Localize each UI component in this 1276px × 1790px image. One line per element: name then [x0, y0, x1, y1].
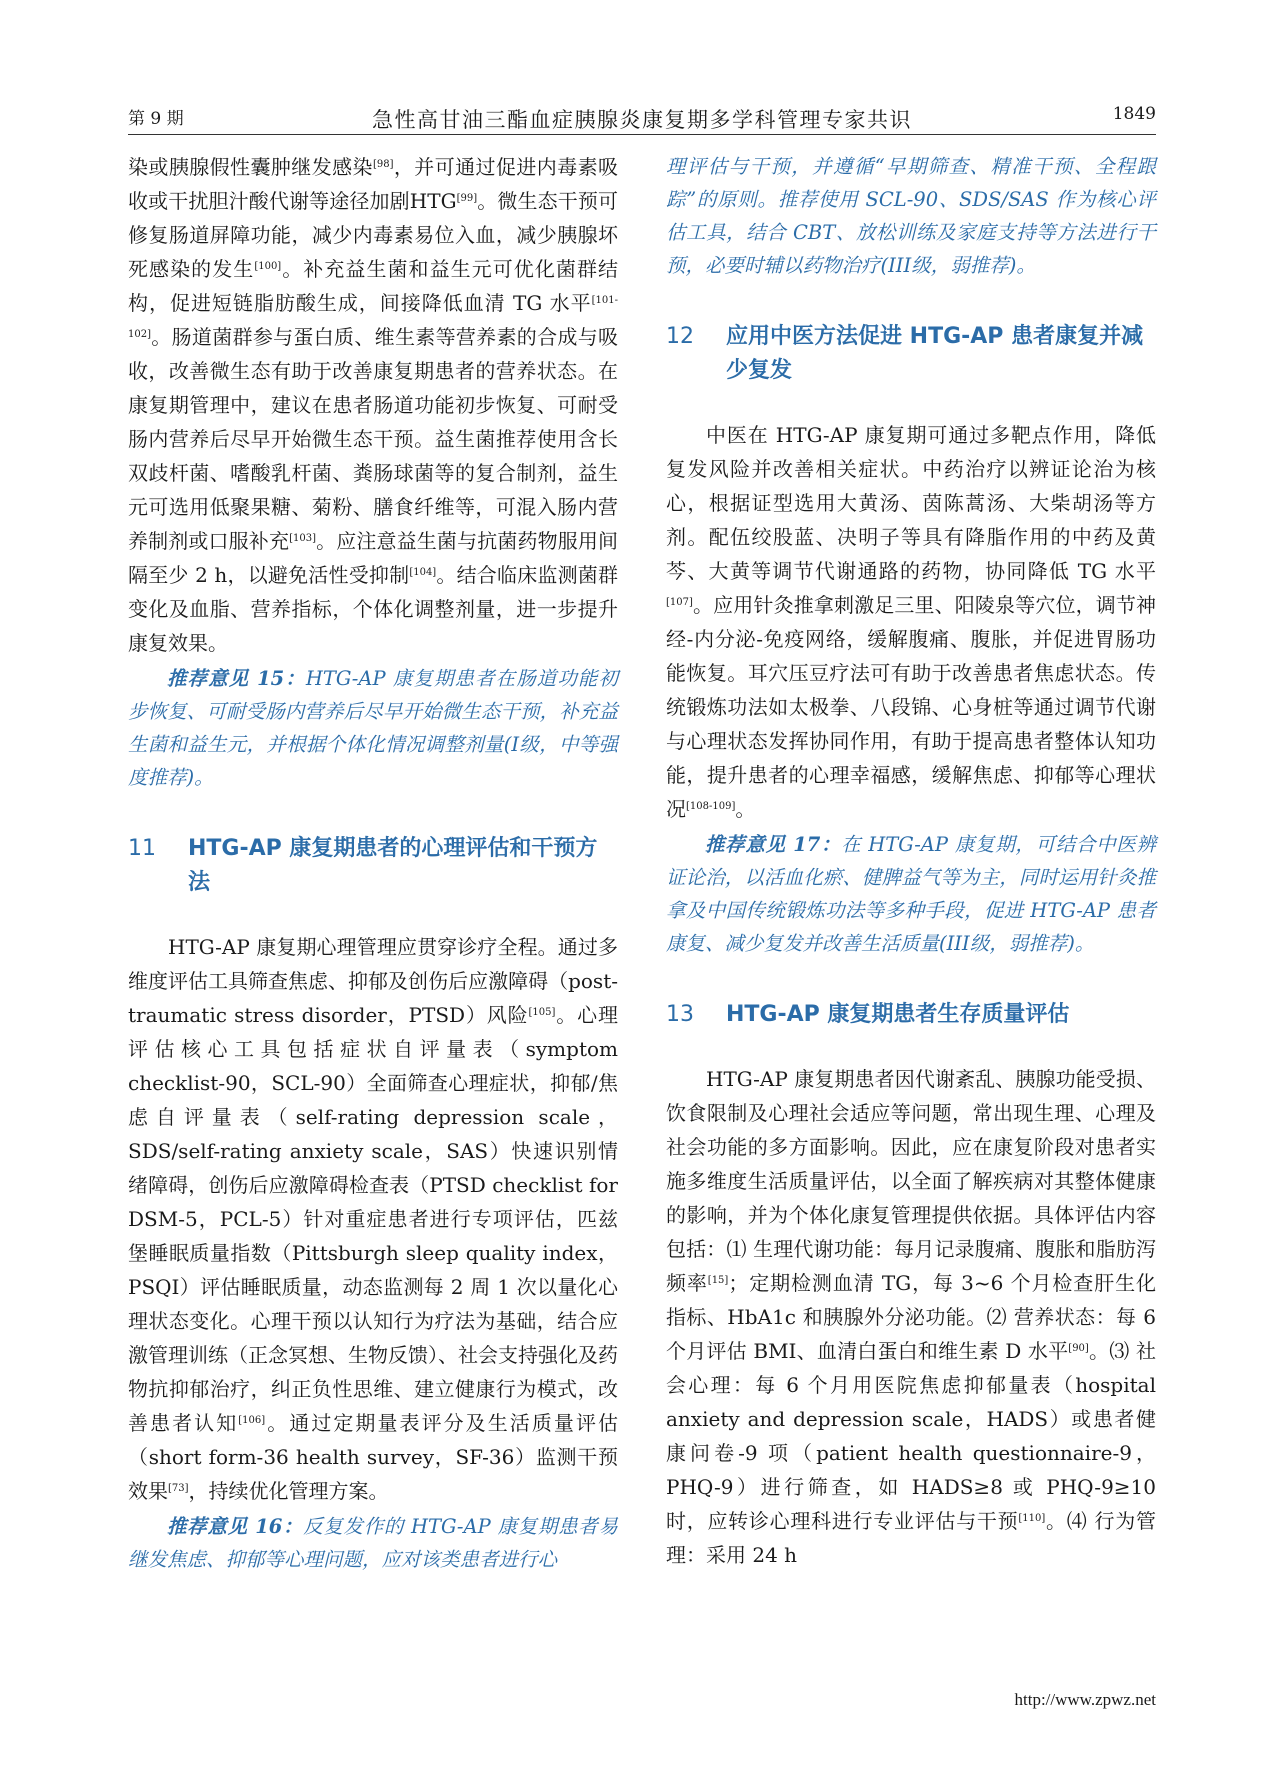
- recommendation-15: 推荐意见 15：HTG-AP 康复期患者在肠道功能初步恢复、可耐受肠内营养后尽早开始微生态干预，补充益生菌和益生元，并根据个体化情况调整剂量(I级，中等强度推荐)。: [128, 667, 618, 789]
- recommendation-16: 推荐意见 16：反复发作的 HTG-AP 康复期患者易继发焦虑、抑郁等心理问题，应对该类患者进行心: [128, 1515, 618, 1571]
- paragraph-psychology: HTG-AP 康复期心理管理应贯穿诊疗全程。通过多维度评估工具筛查焦虑、抑郁及创伤后应激障碍（post-traumatic stress disorder，PTSD）风险[105]。心理评估核心工具包括症状自评量表（symptom checklist-90，SCL-90）全面筛查心理症状，抑郁/焦虑自评量表（self-rating depression scale，SDS/self-rating anxiety scale，SAS）快速识别情绪障碍，创伤后应激障碍检查表（PTSD checklist for DSM-5，PCL-5）针对重症患者进行专项评估，匹兹堡睡眠质量指数（Pittsburgh sleep quality index，PSQI）评估睡眠质量，动态监测每 2 周 1 次以量化心理状态变化。心理干预以认知行为疗法为基础，结合应激管理训练（正念冥想、生物反馈）、社会支持强化及药物抗抑郁治疗，纠正负性思维、建立健康行为模式，改善患者认知[106]。通过定期量表评分及生活质量评估（short form-36 health survey，SF-36）监测干预效果[73]，持续优化管理方案。: [128, 935, 619, 1503]
- recommendation-label: 推荐意见 17：: [705, 833, 842, 856]
- citation[interactable]: [106]: [238, 1415, 266, 1426]
- citation[interactable]: [99]: [456, 193, 478, 204]
- running-header: [128, 104, 1156, 135]
- citation[interactable]: [100]: [254, 261, 282, 272]
- citation[interactable]: [105]: [528, 1007, 556, 1018]
- left-column: [128, 150, 618, 1576]
- citation[interactable]: [110]: [1018, 1513, 1046, 1524]
- section-number: 12: [666, 324, 694, 349]
- recommendation-17: 推荐意见 17：在 HTG-AP 康复期，可结合中医辨证论治，以活血化瘀、健脾益气等为主，同时运用针灸推拿及中国传统锻炼功法等多种手段，促进 HTG-AP 患者康复、减少复发并改善生活质量(III级，弱推荐)。: [666, 833, 1156, 955]
- section-title: HTG-AP 康复期患者的心理评估和干预方法: [188, 836, 598, 895]
- section-title: 应用中医方法促进 HTG-AP 患者康复并减少复发: [726, 324, 1144, 383]
- citation[interactable]: [15]: [707, 1275, 729, 1286]
- paragraph-microecology: 染或胰腺假性囊肿继发感染[98]，并可通过促进内毒素吸收或干扰胆汁酸代谢等途径加剧HTG[99]。微生态干预可修复肠道屏障功能，减少内毒素易位入血，减少胰腺坏死感染的发生[100]。补充益生菌和益生元可优化菌群结构，促进短链脂肪酸生成，间接降低血清 TG 水平[101-102]。肠道菌群参与蛋白质、维生素等营养素的合成与吸收，改善微生态有助于改善康复期患者的营养状态。在康复期管理中，建议在患者肠道功能初步恢复、可耐受肠内营养后尽早开始微生态干预。益生菌推荐使用含长双歧杆菌、嗜酸乳杆菌、粪肠球菌等的复合制剂，益生元可选用低聚果糖、菊粉、膳食纤维等，可混入肠内营养制剂或口服补充[103]。应注意益生菌与抗菌药物服用间隔至少 2 h，以避免活性受抑制[104]。结合临床监测菌群变化及血脂、营养指标，个体化调整剂量，进一步提升康复效果。: [128, 155, 619, 655]
- citation[interactable]: [101-102]: [128, 295, 618, 340]
- recommendation-label: 推荐意见 15：: [167, 667, 306, 690]
- section-number: 13: [666, 1002, 694, 1027]
- citation[interactable]: [104]: [409, 567, 437, 578]
- citation[interactable]: [73]: [168, 1483, 189, 1494]
- section-11-heading: [128, 832, 618, 900]
- citation[interactable]: [108-109]: [686, 801, 736, 812]
- issue-number: 第 9 期: [128, 109, 184, 129]
- section-title: HTG-AP 康复期患者生存质量评估: [726, 1002, 1070, 1027]
- right-column: [666, 150, 1156, 1572]
- citation[interactable]: [98]: [372, 159, 394, 170]
- citation[interactable]: [103]: [289, 533, 316, 544]
- journal-url[interactable]: http://www.zpwz.net: [1014, 1690, 1156, 1709]
- citation[interactable]: [107]: [666, 597, 693, 608]
- section-13-heading: [666, 998, 1156, 1032]
- section-12-heading: [666, 320, 1156, 388]
- page-number: 1849: [1112, 104, 1156, 124]
- recommendation-label: 推荐意见 16：: [167, 1515, 304, 1538]
- citation[interactable]: [90]: [1068, 1343, 1089, 1354]
- running-title: 急性高甘油三酯血症胰腺炎康复期多学科管理专家共识: [372, 108, 912, 132]
- paragraph-quality-of-life: HTG-AP 康复期患者因代谢紊乱、胰腺功能受损、饮食限制及心理社会适应等问题，常出现生理、心理及社会功能的多方面影响。因此，应在康复阶段对患者实施多维度生活质量评估，以全面了解疾病对其整体健康的影响，并为个体化康复管理提供依据。具体评估内容包括：⑴ 生理代谢功能：每月记录腹痛、腹胀和脂肪泻频率[15]；定期检测血清 TG，每 3~6 个月检查肝生化指标、HbA1c 和胰腺外分泌功能。⑵ 营养状态：每 6 个月评估 BMI、血清白蛋白和维生素 D 水平[90]。⑶ 社会心理：每 6 个月用医院焦虑抑郁量表（hospital anxiety and depression scale，HADS）或患者健康问卷-9 项（patient health questionnaire-9，PHQ-9）进行筛查，如 HADS≥8 或 PHQ-9≥10 时，应转诊心理科进行专业评估与干预[110]。⑷ 行为管理：采用 24 h: [666, 1067, 1157, 1567]
- section-number: 11: [128, 836, 156, 861]
- recommendation-16-continued: 理评估与干预，并遵循“早期筛查、精准干预、全程跟踪”的原则。推荐使用 SCL-90、SDS/SAS 作为核心评估工具，结合 CBT、放松训练及家庭支持等方法进行干预，必要时辅以药物治疗(III级，弱推荐)。: [666, 155, 1156, 277]
- paragraph-tcm: 中医在 HTG-AP 康复期可通过多靶点作用，降低复发风险并改善相关症状。中药治疗以辨证论治为核心，根据证型选用大黄汤、茵陈蒿汤、大柴胡汤等方剂。配伍绞股蓝、决明子等具有降脂作用的中药及黄芩、大黄等调节代谢通路的药物，协同降低 TG 水平[107]。应用针灸推拿刺激足三里、阳陵泉等穴位，调节神经-内分泌-免疫网络，缓解腹痛、腹胀，并促进胃肠功能恢复。耳穴压豆疗法可有助于改善患者焦虑状态。传统锻炼功法如太极拳、八段锦、心身桩等通过调节代谢与心理状态发挥协同作用，有助于提高患者整体认知功能，提升患者的心理幸福感，缓解焦虑、抑郁等心理状况[108-109]。: [666, 423, 1156, 821]
